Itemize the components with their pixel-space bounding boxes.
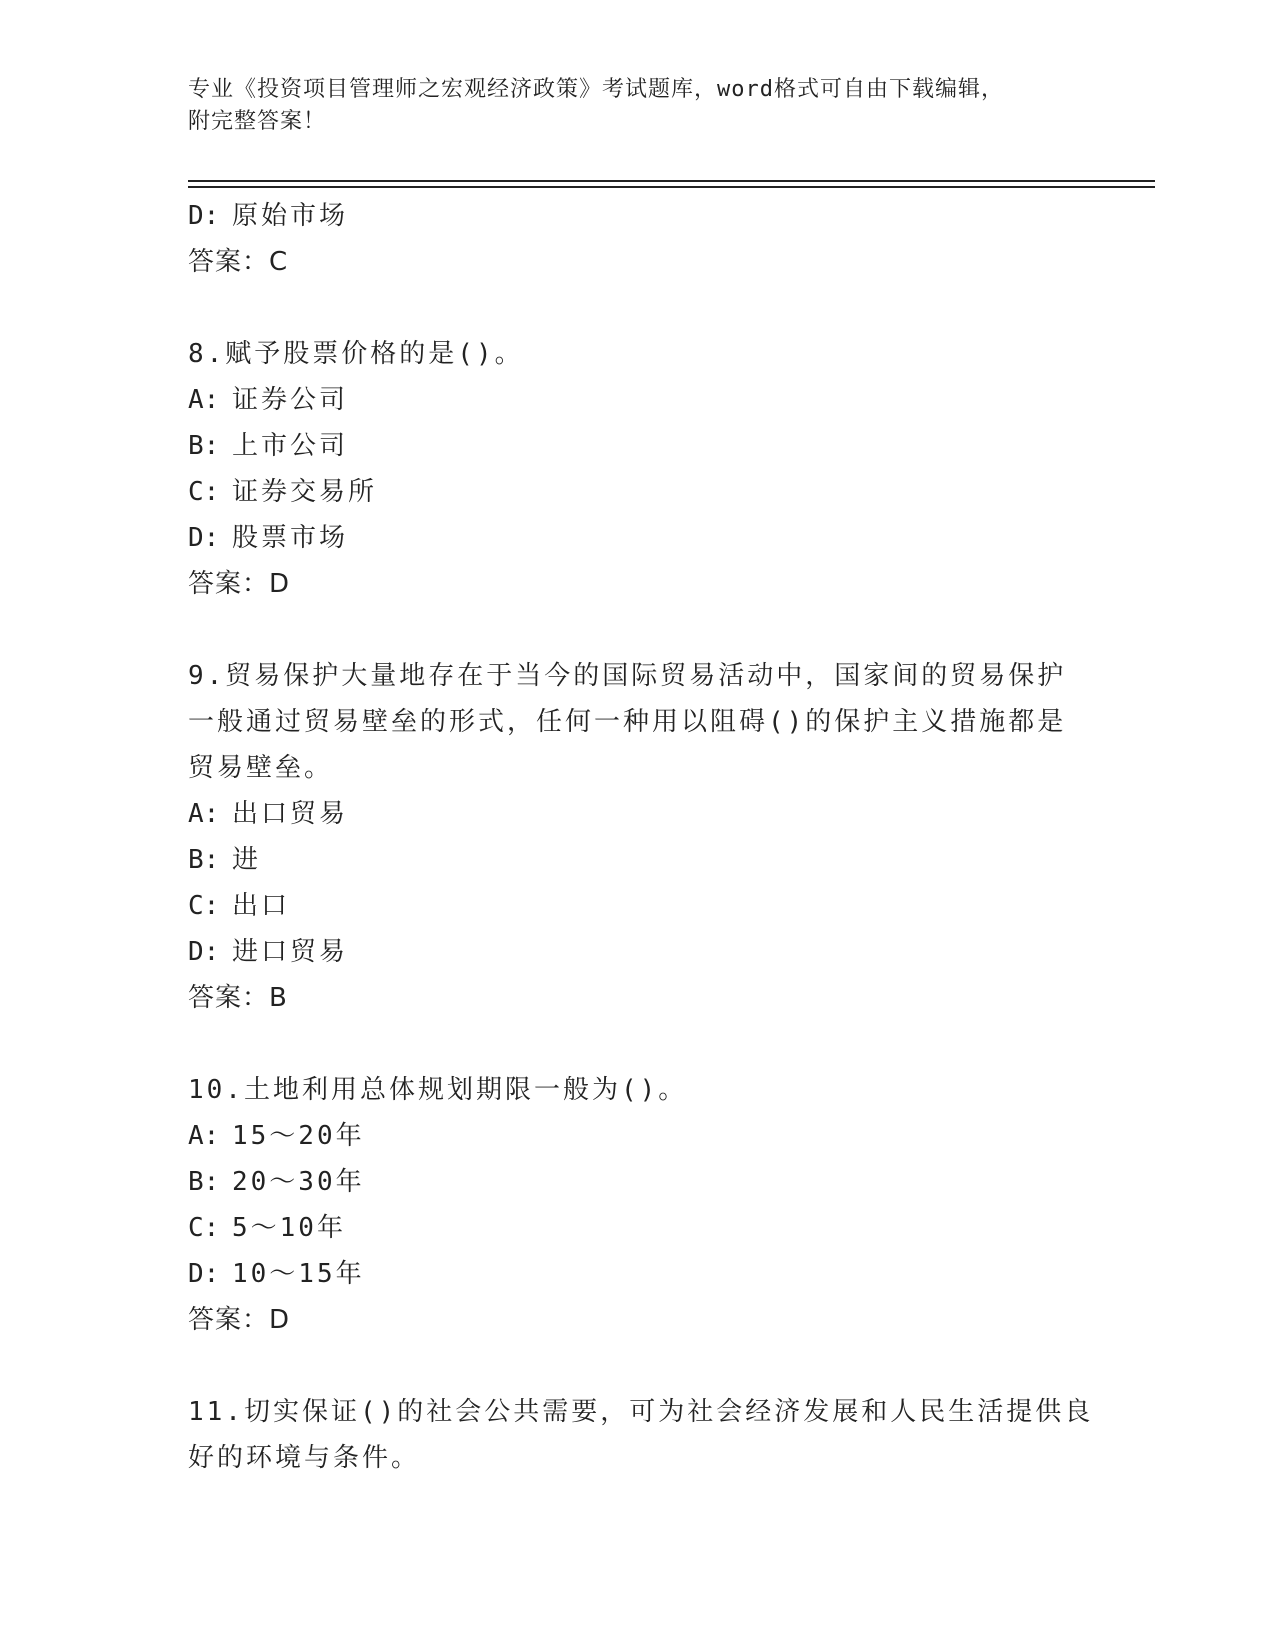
option-b — [188, 423, 1088, 469]
option-text: 原始市场 — [232, 201, 349, 231]
question-stem-line-2: 好的环境与条件。 — [188, 1443, 421, 1473]
option-key: A: — [188, 1121, 220, 1151]
question-7-tail — [188, 193, 1088, 285]
option-text: 10～15年 — [232, 1259, 365, 1289]
option-b — [188, 837, 1088, 883]
spacer — [188, 1343, 1088, 1389]
option-key: D: — [188, 523, 220, 553]
header-divider-top — [188, 180, 1155, 182]
option-text: 出口贸易 — [232, 799, 349, 829]
question-stem-line-2: 一般通过贸易壁垒的形式，任何一种用以阻碍()的保护主义措施都是 — [188, 707, 1067, 737]
header-line-1: 专业《投资项目管理师之宏观经济政策》考试题库，word格式可自由下载编辑， — [188, 77, 1004, 102]
option-text: 证券交易所 — [232, 477, 378, 507]
option-b — [188, 1159, 1088, 1205]
question-10 — [188, 1067, 1088, 1343]
option-key: C: — [188, 891, 220, 921]
option-text: 进口贸易 — [232, 937, 349, 967]
option-key: C: — [188, 477, 220, 507]
question-stem-line-1: 9.贸易保护大量地存在于当今的国际贸易活动中，国家间的贸易保护 — [188, 661, 1067, 691]
question-stem-line-3: 贸易壁垒。 — [188, 753, 334, 783]
option-text: 上市公司 — [232, 431, 349, 461]
answer-line: 答案：B — [188, 983, 288, 1013]
option-c — [188, 1205, 1088, 1251]
option-d — [188, 515, 1088, 561]
document-header — [188, 74, 1088, 138]
question-9 — [188, 653, 1088, 1021]
option-text: 股票市场 — [232, 523, 349, 553]
option-text: 证券公司 — [232, 385, 349, 415]
option-d — [188, 929, 1088, 975]
option-a — [188, 791, 1088, 837]
option-key: C: — [188, 1213, 220, 1243]
option-text: 5～10年 — [232, 1213, 346, 1243]
option-c — [188, 883, 1088, 929]
option-key: A: — [188, 799, 220, 829]
question-stem: 8.赋予股票价格的是()。 — [188, 339, 524, 369]
option-key: D: — [188, 937, 220, 967]
header-divider-bottom — [188, 186, 1155, 188]
option-text: 20～30年 — [232, 1167, 365, 1197]
option-d — [188, 193, 1088, 239]
header-line-2: 附完整答案！ — [188, 109, 327, 134]
question-stem-line-1: 11.切实保证()的社会公共需要，可为社会经济发展和人民生活提供良 — [188, 1397, 1094, 1427]
option-text: 出口 — [232, 891, 291, 921]
question-list — [188, 193, 1094, 1481]
spacer — [188, 1021, 1088, 1067]
option-key: D: — [188, 1259, 220, 1289]
answer-line: 答案：D — [188, 1305, 291, 1335]
answer-line: 答案：C — [188, 247, 289, 277]
question-stem: 10.土地利用总体规划期限一般为()。 — [188, 1075, 688, 1105]
option-d — [188, 1251, 1088, 1297]
option-key: D: — [188, 201, 220, 231]
option-key: B: — [188, 1167, 220, 1197]
spacer — [188, 285, 1088, 331]
option-a — [188, 377, 1088, 423]
option-c — [188, 469, 1088, 515]
option-text: 进 — [232, 845, 262, 875]
question-11 — [188, 1389, 1094, 1481]
answer-line: 答案：D — [188, 569, 291, 599]
option-key: B: — [188, 845, 220, 875]
option-key: B: — [188, 431, 220, 461]
option-a — [188, 1113, 1088, 1159]
question-8 — [188, 331, 1088, 607]
option-key: A: — [188, 385, 220, 415]
option-text: 15～20年 — [232, 1121, 365, 1151]
spacer — [188, 607, 1088, 653]
